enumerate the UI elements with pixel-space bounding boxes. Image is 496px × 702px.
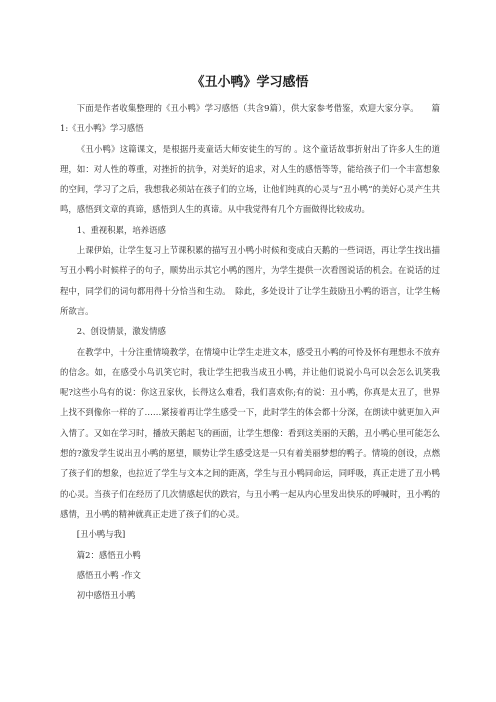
link-text: [丑小鸭与我]: [76, 529, 126, 540]
paragraph: 《丑小鸭》这篇课文，是根据丹麦童话大师安徒生的写的 。这个童话故事折射出了许多人生的道理，如：对人性的尊重，对挫折的抗争，对美好的追求，对人生的感悟等等，能给孩子们一个丰富想象的空间，学习了之后，我想我必须站在孩子们的立场，让他们纯真的心灵与“丑小鸭”的美好心灵产生共鸣，感悟到文章的真谛，感悟到人生的真谛。从中我觉得有几个方面做得比较成功。: [60, 143, 440, 215]
paragraph: 上课伊始，让学生复习上节课积累的描写丑小鸭小时候和变成白天鹅的一些词语，再让学生找出描写丑小鸭小时候样子的句子，顺势出示其它小鸭的图片，为学生提供一次看图说话的机会。在说话的过程中，同学们的词句都用得十分恰当和生动。 除此，多处设计了让学生鼓励丑小鸭的语言，让学生畅所欲言。: [60, 245, 440, 316]
chapter-heading: 篇2：感悟丑小鸭: [76, 549, 141, 560]
document-body: [60, 98, 440, 605]
document-title: 《丑小鸭》学习感悟: [191, 75, 309, 90]
section-heading: 2、创设情景，激发情感: [76, 326, 166, 337]
paragraph: 在教学中，十分注重情境教学，在情境中让学生走进文本，感受丑小鸭的可怜及怀有理想永不放弃的信念。如，在感受小鸟讥笑它时，我让学生把我当成丑小鸭，并让他们说说小鸟可以会怎么讥笑我呢?这些小鸟有的说：你这丑家伙，长得这么难看，我们喜欢你;有的说：丑小鸭，你真是太丑了，世界上找不到像你一样的了……紧接着再让学生感受一下，此时学生的体会都十分深，在朗读中就更加入声入情了。又如在学习时，播放天鹅起飞的画面，让学生想像：看到这美丽的天鹅，丑小鸭心里可能怎么想的?激发学生说出丑小鸭的愿望，顺势让学生感受这是一只有着美丽梦想的鸭子。情境的创设，点燃了孩子们的想象，也拉近了学生与文本之间的距离，学生与丑小鸭同命运，同呼吸，真正走进了丑小鸭的心灵。当孩子们在经历了几次情感起伏的跌宕，与丑小鸭一起从内心里发出快乐的呼喊时，丑小鸭的感情，丑小鸭的精神就真正走进了孩子们的心灵。: [60, 346, 440, 519]
section-heading: 1、重视积累，培养语感: [76, 224, 166, 235]
intro-paragraph: 下面是作者收集整理的《丑小鸭》学习感悟（共含9篇），供大家参考借鉴，欢迎大家分享。 篇1:《丑小鸭》学习感悟: [60, 103, 440, 134]
text-line: 感悟丑小鸭 -作文: [76, 569, 141, 580]
text-line: 初中感悟丑小鸭: [76, 590, 136, 601]
